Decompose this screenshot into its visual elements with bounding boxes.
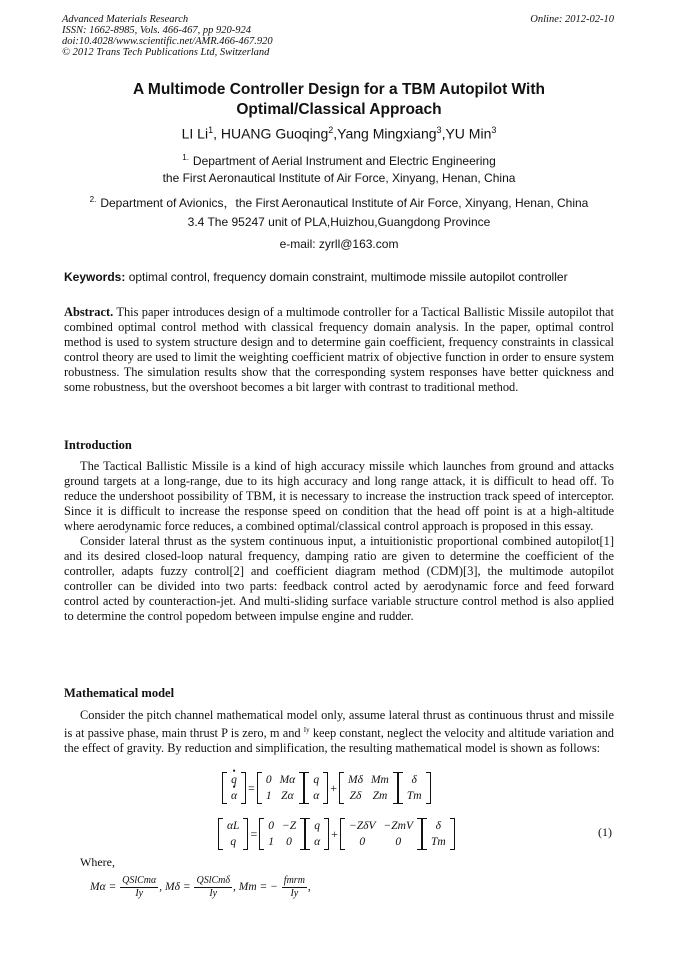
journal-name: Advanced Materials Research	[62, 14, 189, 25]
affiliation-3: 3.4 The 95247 unit of PLA,Huizhou,Guangdong Province	[187, 215, 491, 229]
math-model-heading: Mathematical model	[64, 686, 175, 700]
intro-paragraph-2: Consider lateral thrust as the system continuous input, a intuitionistic proportional combined autopilot[1] and its desired closed-loop natural frequency, damping ratio are given to determine the coefficient of the controller, adapts fuzzy control[2] and coefficient diagram method (CDM)[3], the multimode autopilot controller can be divided into two parts: feedback control acted by aerodynamic force and feed forward control acted by counteraction-jet. And multi-sliding surface variable structure control method is also applied to determine the control popedom between impulse engine and rudder.	[64, 534, 614, 623]
matrix-cell: 0	[265, 774, 272, 786]
matrix-cell: 1	[265, 790, 272, 802]
matrix-cell: 0	[395, 836, 402, 848]
matrix-cell: Zα	[281, 790, 294, 802]
state-vector-2	[305, 818, 329, 850]
author-sup: 3	[436, 125, 442, 135]
input-vector-2	[422, 818, 455, 850]
matrix-cell: Mδ	[348, 774, 363, 786]
abstract	[64, 305, 614, 395]
math-model-body	[64, 708, 614, 756]
matrix-cell: q	[313, 774, 320, 786]
affiliation-1-line-1	[62, 150, 616, 169]
output-equation: αL q = 0 −Z 1 0 q α + −ZδV −ZmV 0 0 δ Tm	[218, 818, 455, 850]
matrix-cell: δ	[411, 774, 417, 786]
matrix-cell: α	[314, 836, 321, 848]
fraction-denominator: Iy	[290, 888, 299, 899]
input-matrix	[339, 772, 398, 804]
matrix-cell: 1	[268, 836, 274, 848]
fraction-denominator: Iy	[135, 888, 144, 899]
equation-number: (1)	[598, 825, 612, 839]
title-line-1: A Multimode Controller Design for a TBM Autopilot With	[132, 81, 545, 98]
matrix-cell: q	[230, 836, 237, 848]
affiliation-2-sup: 2.	[89, 195, 97, 204]
keywords-label: Keywords:	[64, 270, 126, 284]
affiliation-2	[62, 192, 616, 211]
author-list	[62, 121, 616, 143]
matrix-cell: −ZmV	[383, 820, 413, 832]
matrix-cell: 0	[268, 820, 274, 832]
matrix-cell: 0	[286, 836, 292, 848]
abstract-label: Abstract.	[64, 305, 114, 319]
output-vector	[218, 818, 248, 850]
online-date: Online: 2012-02-10	[530, 14, 614, 25]
fraction-numerator: QSlCmα	[122, 875, 157, 886]
coefficient-definitions	[90, 875, 311, 900]
where-label: Where,	[80, 855, 115, 869]
author-name: Yang Mingxiang	[337, 125, 437, 142]
introduction-body	[64, 459, 614, 624]
state-equation: • q • α = 0 Mα 1 Zα q α + Mδ Mm Zδ Zm δ Tm	[222, 772, 431, 804]
abstract-text: This paper introduces design of a multimode controller for a Tactical Ballistic Missile autopilot that combined optimal control method with classical frequency domain analysis. In the paper, optimal control method is used to system structure design and to determine gain coefficient, frequency constraints in classical control theory are used to limit the weighting coefficient matrix of objective function in order to ensure system robustness. The simulation results show that the corresponding system responses have better quickness and some robustness, but the overshoot becomes a bit larger with contrast to traditional method.	[64, 305, 614, 394]
inertia-symbol: Iy	[303, 726, 310, 734]
state-vector	[304, 772, 328, 804]
affiliation-1-text: Department of Aerial Instrument and Electric Engineering	[192, 154, 496, 168]
matrix-cell: Zm	[372, 790, 388, 802]
coef-fraction	[120, 875, 158, 900]
coef-lhs: , Mm = −	[233, 881, 278, 894]
math-paragraph-text-a: Consider the pitch channel mathematical model only, assume lateral thrust as continuous thrust and missile is at passive phase, main thrust P is zero, m and	[64, 708, 614, 741]
author-sep: ,	[441, 125, 446, 142]
math-paragraph-1	[64, 708, 614, 756]
matrix-cell: αL	[227, 820, 240, 832]
matrix-cell: −Z	[281, 820, 297, 832]
author-sep: ,	[213, 125, 221, 142]
journal-header	[62, 14, 273, 58]
keywords	[64, 270, 618, 285]
coef-fraction	[282, 875, 307, 900]
journal-doi: doi:10.4028/www.scientific.net/AMR.466-467.920	[62, 36, 273, 47]
input-vector	[398, 772, 431, 804]
fraction-numerator: QSlCmδ	[196, 875, 231, 886]
matrix-cell: Tm	[406, 790, 422, 802]
output-matrix	[259, 818, 305, 850]
affiliation-2-text: Department of Avionics，the First Aeronautical Institute of Air Force, Xinyang, Henan, China	[100, 196, 589, 210]
matrix-cell: α	[313, 790, 320, 802]
author-email: e-mail: zyrll@163.com	[279, 237, 399, 251]
alpha-dot: • α	[227, 788, 241, 804]
coef-tail: ,	[307, 881, 311, 894]
matrix-cell: δ	[435, 820, 442, 832]
state-derivative-vector	[222, 772, 246, 804]
fraction-denominator: Iy	[209, 888, 218, 899]
journal-copyright: © 2012 Trans Tech Publications Ltd, Switzerland	[62, 47, 270, 58]
matrix-cell: Zδ	[349, 790, 362, 802]
author-sup: 3	[491, 125, 497, 135]
matrix-cell: q	[314, 820, 321, 832]
title-line-2: Optimal/Classical Approach	[236, 101, 442, 118]
matrix-cell: −ZδV	[348, 820, 376, 832]
author-name: HUANG Guoqing	[220, 125, 329, 142]
coef-lhs: , Mδ =	[159, 881, 191, 894]
author-sep: ,	[333, 125, 338, 142]
affiliation-1-line-2: the First Aeronautical Institute of Air Force, Xinyang, Henan, China	[162, 171, 516, 185]
matrix-cell: Tm	[430, 836, 446, 848]
author-sup: 1	[208, 125, 214, 135]
system-matrix	[257, 772, 304, 804]
q-dot: • q	[227, 772, 241, 788]
feedthrough-matrix	[340, 818, 422, 850]
math-paragraph-text-b: keep constant, neglect the velocity and altitude variation and the effect of gravity. By reduction and simplification, the resulting mathematical model is shown as follows:	[64, 726, 614, 756]
author-sup: 2	[328, 125, 334, 135]
author-name: LI Li	[181, 125, 209, 142]
matrix-cell: 0	[359, 836, 366, 848]
fraction-numerator: fmrm	[283, 875, 305, 886]
coef-fraction	[194, 875, 232, 900]
matrix-cell: Mm	[370, 774, 389, 786]
journal-issn: ISSN: 1662-8985, Vols. 466-467, pp 920-924	[62, 25, 251, 36]
introduction-heading: Introduction	[64, 438, 132, 452]
author-name: YU Min	[445, 125, 492, 142]
coef-lhs: Mα =	[90, 881, 117, 894]
paper-title	[62, 80, 616, 120]
keywords-text: optimal control, frequency domain constraint, multimode missile autopilot controller	[125, 270, 568, 284]
intro-paragraph-1: The Tactical Ballistic Missile is a kind of high accuracy missile which launches from ground and attacks ground targets at a long-range, due to its high accuracy and long range attack, it is difficult to head off. To reduce the undershoot possibility of TBM, it is necessary to increase the instruction track speed of interceptor. Since it is difficult to increase the response speed on condition that the head off point is at a high-altitude where aerodynamic force reduces, a combined optimal/classical control approach is proposed in this essay.	[64, 459, 614, 533]
matrix-cell: Mα	[279, 774, 296, 786]
affiliation-1-sup: 1.	[182, 153, 189, 162]
